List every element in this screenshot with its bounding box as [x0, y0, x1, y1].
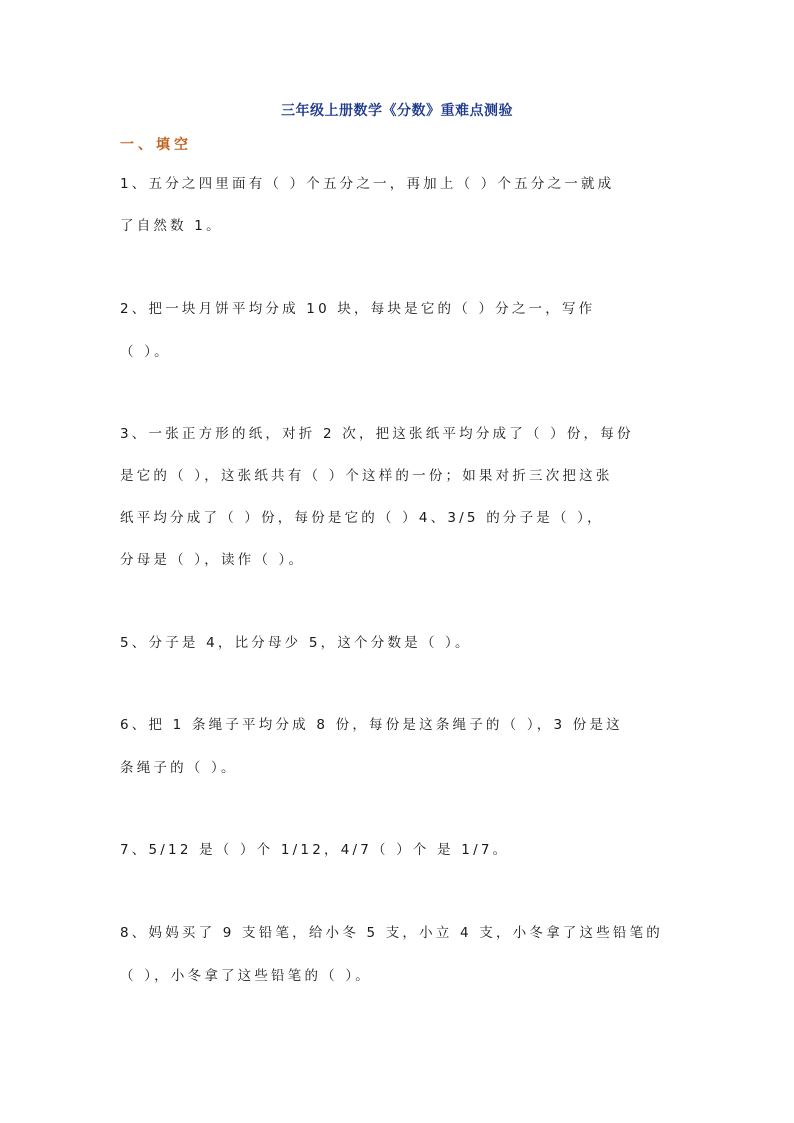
question-8-line-2: （ ），小冬拿了这些铅笔的（ ）。: [120, 968, 372, 984]
question-6-line-2: 条绳子的（ ）。: [120, 760, 238, 776]
question-7-line-1: 7、5/12 是（ ）个 1/12，4/7（ ）个 是 1/7。: [120, 842, 510, 858]
question-1-line-2: 了自然数 1。: [120, 218, 223, 234]
question-3-line-1: 3、一张正方形的纸，对折 2 次，把这张纸平均分成了（ ）份，每份: [120, 426, 634, 442]
question-3-4-line-3: 纸平均分成了（ ）份，每份是它的（ ）4、3/5 的分子是（ ），: [120, 510, 604, 526]
question-4-line-4: 分母是（ ），读作（ ）。: [120, 552, 306, 568]
question-2-line-2: （ ）。: [120, 344, 171, 360]
question-8-line-1: 8、妈妈买了 9 支铅笔，给小冬 5 支，小立 4 支，小冬拿了这些铅笔的: [120, 925, 664, 941]
section-heading-fill-in: 一、填空: [120, 137, 192, 153]
document-title: 三年级上册数学《分数》重难点测验: [281, 103, 513, 119]
question-3-line-2: 是它的（ ），这张纸共有（ ）个这样的一份；如果对折三次把这张: [120, 468, 613, 484]
question-6-line-1: 6、把 1 条绳子平均分成 8 份，每份是这条绳子的（ ），3 份是这: [120, 717, 623, 733]
question-2-line-1: 2、把一块月饼平均分成 10 块，每块是它的（ ）分之一，写作: [120, 301, 596, 317]
question-5-line-1: 5、分子是 4，比分母少 5，这个分数是（ ）。: [120, 635, 472, 651]
question-1-line-1: 1、五分之四里面有（ ）个五分之一，再加上（ ）个五分之一就成: [120, 176, 615, 192]
